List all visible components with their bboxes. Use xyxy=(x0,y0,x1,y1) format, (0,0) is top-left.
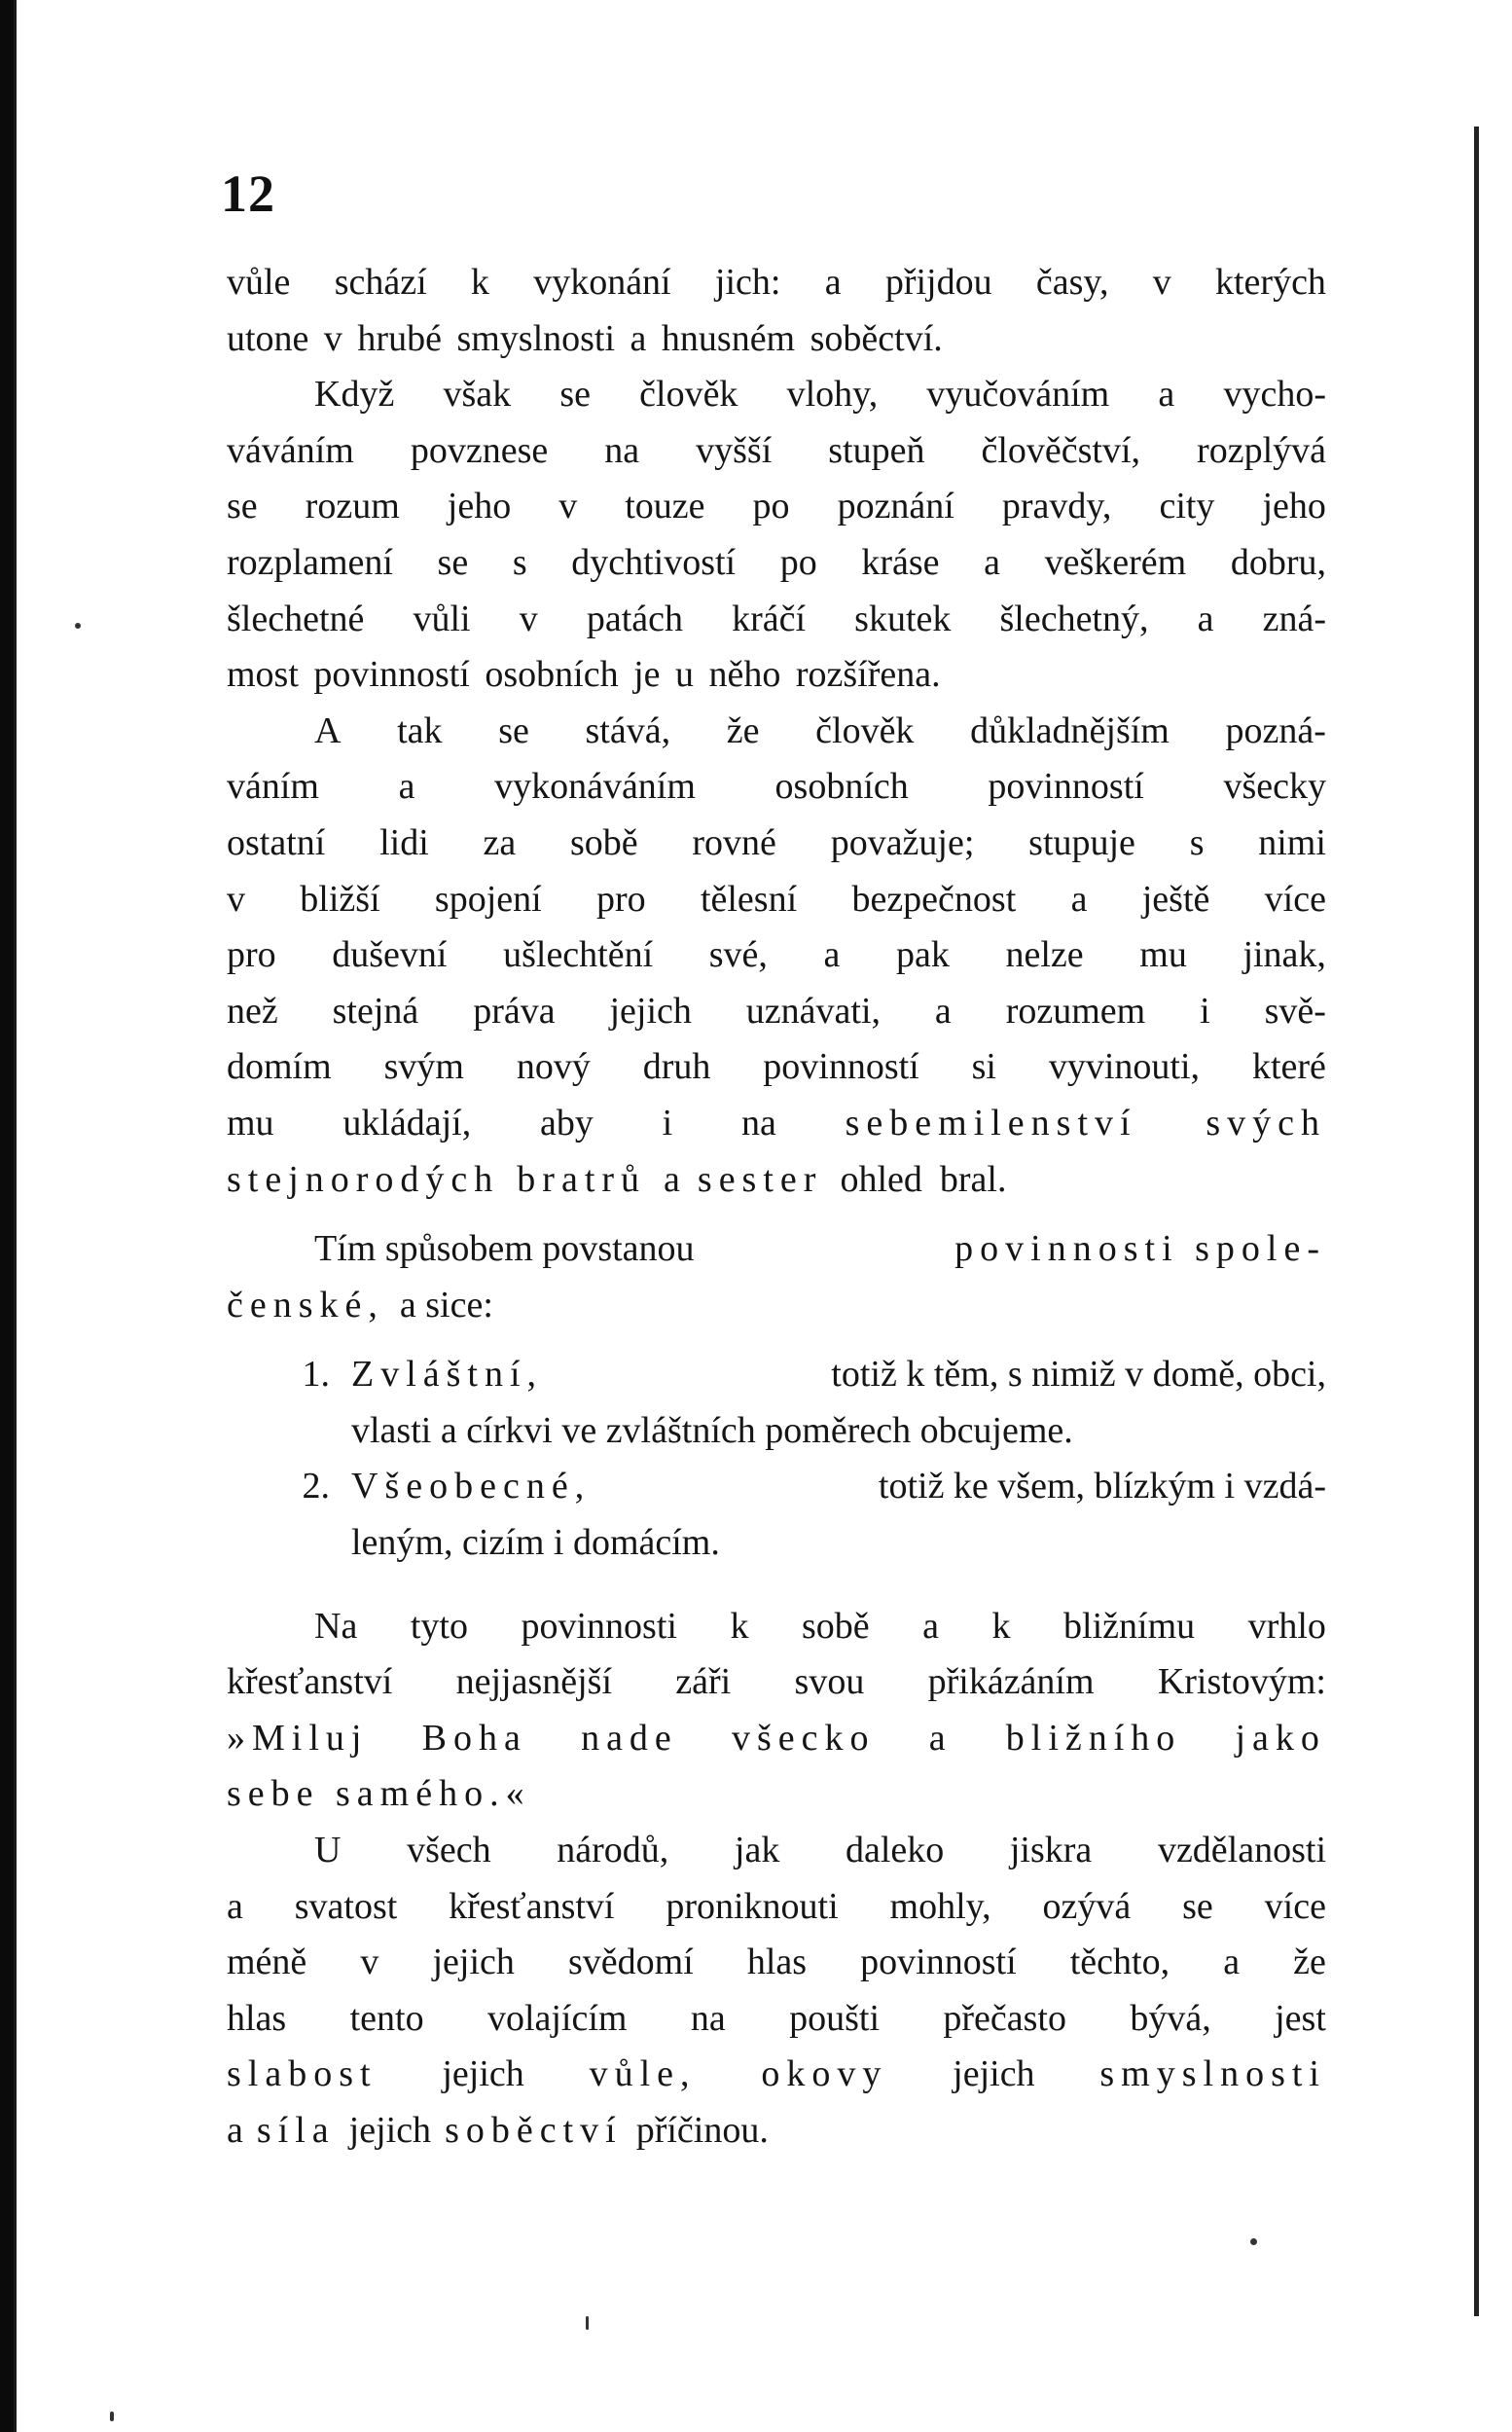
word: uznávati, xyxy=(745,990,882,1032)
text-line xyxy=(227,759,1326,816)
word: těchto, xyxy=(1069,1942,1170,1983)
word: stupuje xyxy=(1028,821,1135,863)
word: se xyxy=(498,709,529,751)
word: a xyxy=(922,1605,940,1647)
word: člověk xyxy=(815,709,915,751)
word: vycho- xyxy=(1223,374,1326,416)
word: se xyxy=(437,541,469,583)
word: v xyxy=(360,1942,379,1983)
word: však xyxy=(443,374,512,416)
list-number: 1. xyxy=(302,1354,330,1396)
word: kterých xyxy=(1214,262,1326,303)
text-fragment-spaced: vůle, xyxy=(589,2053,697,2095)
word: šlechetné xyxy=(227,598,365,639)
text-fragment: hlas xyxy=(227,1997,287,2039)
word: stejnorodých xyxy=(227,1158,500,1200)
word: schází xyxy=(334,262,427,303)
word: a xyxy=(823,934,841,976)
text-line xyxy=(227,1221,1326,1278)
word: lidi xyxy=(379,821,429,863)
binding-line xyxy=(1474,127,1479,2316)
word: práva xyxy=(473,990,556,1032)
word: více xyxy=(1264,878,1326,920)
word: pro xyxy=(596,878,646,920)
word: a xyxy=(1070,878,1088,920)
text-line xyxy=(227,927,1326,984)
word: a xyxy=(928,1717,953,1759)
word: váním xyxy=(227,766,319,808)
word: jich: xyxy=(714,262,781,303)
word: vykonáváním xyxy=(494,766,696,808)
word: ohled xyxy=(840,1158,922,1200)
word: a xyxy=(398,766,415,808)
text-fragment-spaced: smyslnosti xyxy=(1099,2053,1326,2095)
text-line xyxy=(227,816,1326,872)
text-fragment: příčinou. xyxy=(635,2110,769,2151)
paragraph-4 xyxy=(227,1823,1326,2160)
paragraph-1 xyxy=(227,255,1326,1208)
text-line xyxy=(227,704,1326,760)
speck xyxy=(1250,2238,1257,2245)
list-continuation xyxy=(227,1403,1326,1460)
word: na xyxy=(740,1102,776,1143)
word: jeho xyxy=(447,486,512,527)
word: domím xyxy=(227,1046,332,1088)
word: a xyxy=(1223,1942,1241,1983)
word: svatost xyxy=(294,1885,398,1927)
word: důkladnějším xyxy=(970,709,1170,751)
text-line xyxy=(227,311,1326,368)
speck xyxy=(75,623,81,629)
word: vzdělanosti xyxy=(1157,1830,1326,1871)
word: poušti xyxy=(789,1997,881,2039)
word: A xyxy=(314,709,342,751)
word: veškerém xyxy=(1044,541,1187,583)
word: sobě xyxy=(801,1605,870,1647)
text-line xyxy=(227,984,1326,1040)
word: nelze xyxy=(1005,934,1084,976)
text-fragment: jejich xyxy=(953,2053,1035,2095)
word: i xyxy=(1200,990,1210,1032)
word: se xyxy=(1182,1885,1213,1927)
word: jejich xyxy=(432,1942,515,1983)
speck xyxy=(110,2412,114,2421)
text-fragment: a sice: xyxy=(399,1284,493,1325)
word: považuje; xyxy=(830,821,975,863)
list-item xyxy=(227,1459,1326,1515)
word: ostatní xyxy=(227,821,326,863)
text-fragment: jejich xyxy=(442,2053,524,2095)
book-page xyxy=(14,0,1468,2432)
word: přečasto xyxy=(943,1997,1066,2039)
word: tak xyxy=(397,709,443,751)
list-item-text xyxy=(351,1347,1326,1403)
word: vyvinouti, xyxy=(1048,1046,1201,1088)
word: člověčství, xyxy=(981,429,1141,471)
word: tyto xyxy=(410,1605,468,1647)
text-fragment-spaced: síla xyxy=(256,2110,336,2151)
list-item-text xyxy=(351,1459,1326,1515)
word: na xyxy=(690,1997,726,2039)
word: na xyxy=(604,429,640,471)
word: k xyxy=(470,262,489,303)
text-fragment: méně xyxy=(227,1942,307,1983)
paragraph-3 xyxy=(227,1599,1326,1823)
word: Boha xyxy=(421,1717,527,1759)
word: nimi xyxy=(1258,821,1326,863)
word: sester xyxy=(697,1158,823,1200)
word: touze xyxy=(625,486,705,527)
word: svou xyxy=(794,1661,865,1703)
text-line xyxy=(227,535,1326,592)
word: pro xyxy=(227,934,276,976)
word: za xyxy=(483,821,517,863)
word: časy, xyxy=(1035,262,1109,303)
word: a xyxy=(824,262,842,303)
word: bývá, xyxy=(1130,1997,1211,2039)
word: vlohy, xyxy=(786,374,879,416)
text-fragment-spaced: povinnosti spole- xyxy=(954,1228,1326,1270)
list-rest: totiž k těm, s nimiž v domě, obci, xyxy=(831,1354,1326,1396)
word: záři xyxy=(675,1661,732,1703)
word: své, xyxy=(708,934,768,976)
text-line xyxy=(227,872,1326,928)
word: vůle xyxy=(227,262,291,303)
word: jiskra xyxy=(1009,1830,1093,1871)
speck xyxy=(586,2316,589,2330)
list-lead: Všeobecné, xyxy=(351,1466,592,1507)
word: nový xyxy=(516,1046,591,1088)
text-fragment-spaced: okovy xyxy=(761,2053,888,2095)
text-line xyxy=(227,1152,1326,1209)
word: národů, xyxy=(557,1830,669,1871)
word: křesťanství xyxy=(449,1885,615,1927)
word: vykonání xyxy=(533,262,671,303)
word: bližnímu xyxy=(1063,1605,1196,1647)
word: rovné xyxy=(692,821,776,863)
word: povinností xyxy=(988,766,1144,808)
text-line xyxy=(227,367,1326,423)
word: mu xyxy=(227,1102,274,1143)
word: nejjasnější xyxy=(455,1661,613,1703)
text-line xyxy=(227,255,1326,311)
text-line xyxy=(227,1879,1326,1936)
text-line xyxy=(227,1766,1326,1823)
word: více xyxy=(1264,1885,1326,1927)
word: svých xyxy=(1206,1102,1326,1143)
text-line xyxy=(227,1823,1326,1879)
word: a xyxy=(1158,374,1175,416)
text-line xyxy=(227,647,1326,704)
list-continuation xyxy=(227,1515,1326,1572)
word: přijdou xyxy=(884,262,992,303)
text-line xyxy=(227,1654,1326,1711)
word: skutek xyxy=(854,598,952,639)
word: jak xyxy=(734,1830,780,1871)
body-text xyxy=(227,255,1326,2160)
word: kráčí xyxy=(732,598,807,639)
word: rozplamení xyxy=(227,541,393,583)
word: se xyxy=(559,374,591,416)
word: mohly, xyxy=(889,1885,991,1927)
word: spojení xyxy=(434,878,542,920)
word: kráse xyxy=(861,541,940,583)
word: se xyxy=(227,486,258,527)
word: bližního xyxy=(1005,1717,1182,1759)
word: šlechetný, xyxy=(999,598,1149,639)
word: které xyxy=(1251,1046,1326,1088)
word: aby xyxy=(540,1102,594,1143)
word: bratrů xyxy=(517,1158,647,1200)
word: k xyxy=(991,1605,1011,1647)
word: v xyxy=(1152,262,1171,303)
word: povznese xyxy=(410,429,549,471)
line-text: utone v hrubé smyslnosti a hnusném soběctví. xyxy=(227,317,943,359)
list-cont-text: leným, cizím i domácím. xyxy=(351,1522,720,1564)
word: proniknouti xyxy=(666,1885,839,1927)
word: pozná- xyxy=(1225,709,1326,751)
text-fragment-spaced: čenské, xyxy=(227,1284,384,1325)
word: druh xyxy=(642,1046,711,1088)
word: k xyxy=(730,1605,749,1647)
page-number: 12 xyxy=(221,164,275,223)
word: jest xyxy=(1275,1997,1326,2039)
word: patách xyxy=(586,598,683,639)
word: než xyxy=(227,990,278,1032)
word: rozumem xyxy=(1005,990,1146,1032)
word: tento xyxy=(349,1997,424,2039)
word: dychtivostí xyxy=(571,541,737,583)
word: všecko xyxy=(731,1717,876,1759)
word: volajícím xyxy=(486,1997,628,2039)
word: i xyxy=(662,1102,673,1143)
text-line xyxy=(227,2047,1326,2103)
word: Kristovým: xyxy=(1157,1661,1326,1703)
word: tělesní xyxy=(700,878,798,920)
word: jako xyxy=(1235,1717,1326,1759)
word: pak xyxy=(896,934,950,976)
word: poznání xyxy=(837,486,954,527)
word: po xyxy=(779,541,817,583)
word: duševní xyxy=(332,934,448,976)
word: dobru, xyxy=(1230,541,1326,583)
word: všech xyxy=(407,1830,491,1871)
word: jejich xyxy=(609,990,692,1032)
text-line xyxy=(227,1935,1326,1991)
text-line xyxy=(227,1278,1326,1334)
word: svědomí xyxy=(567,1942,694,1983)
text-fragment-spaced: slabost xyxy=(227,2053,378,2095)
word: a xyxy=(984,541,1000,583)
word: nade xyxy=(581,1717,678,1759)
word: zná- xyxy=(1262,598,1326,639)
word: stává, xyxy=(585,709,671,751)
word: v xyxy=(558,486,578,527)
word: v xyxy=(519,598,538,639)
binding-edge xyxy=(1465,0,1512,2432)
enumerated-list xyxy=(227,1347,1326,1571)
word: a xyxy=(1197,598,1214,639)
text-line xyxy=(227,1711,1326,1767)
list-rest: totiž ke všem, blízkým i vzdá- xyxy=(878,1466,1326,1507)
word: sobě xyxy=(570,821,638,863)
word: ještě xyxy=(1141,878,1210,920)
word: povinností xyxy=(763,1046,919,1088)
word: mu xyxy=(1139,934,1187,976)
word: ukládají, xyxy=(342,1102,472,1143)
word: pravdy, xyxy=(1001,486,1112,527)
text-line xyxy=(227,423,1326,480)
text-line xyxy=(227,2103,1326,2160)
word: s xyxy=(512,541,527,583)
word: povinnosti xyxy=(521,1605,677,1647)
text-fragment-spaced: soběctví xyxy=(445,2110,623,2151)
word: osobních xyxy=(774,766,909,808)
word: bližší xyxy=(300,878,380,920)
word: daleko xyxy=(845,1830,945,1871)
word: vyučováním xyxy=(926,374,1110,416)
text-fragment: U xyxy=(314,1830,342,1871)
list-cont-text: vlasti a církvi ve zvláštních poměrech obcujeme. xyxy=(351,1409,1073,1451)
word: Když xyxy=(314,374,395,416)
word: svým xyxy=(383,1046,464,1088)
word: stupeň xyxy=(828,429,925,471)
word: váváním xyxy=(227,429,354,471)
text-fragment: křesťanství xyxy=(227,1661,393,1703)
word: city xyxy=(1159,486,1215,527)
word: rozplývá xyxy=(1197,429,1326,471)
paragraph-2 xyxy=(227,1221,1326,1333)
word: a xyxy=(664,1158,680,1200)
word: člověk xyxy=(639,374,738,416)
word: že xyxy=(726,709,760,751)
text-fragment: jejich xyxy=(348,2110,432,2151)
text-line xyxy=(227,1096,1326,1152)
word: po xyxy=(752,486,790,527)
word: že xyxy=(1293,1942,1326,1983)
word: svě- xyxy=(1264,990,1326,1032)
list-item xyxy=(227,1347,1326,1403)
text-fragment: Tím spůsobem povstanou xyxy=(314,1228,695,1270)
line-text: most povinností osobních je u něho rozšířena. xyxy=(227,654,941,696)
word: jeho xyxy=(1262,486,1326,527)
text-fragment: Na xyxy=(314,1605,358,1647)
list-lead: Zvláštní, xyxy=(351,1354,544,1396)
text-line xyxy=(227,592,1326,648)
word: vrhlo xyxy=(1247,1605,1326,1647)
text-fragment-spaced: sebe samého.« xyxy=(227,1773,531,1815)
word: hlas xyxy=(746,1942,808,1983)
word: ozývá xyxy=(1042,1885,1132,1927)
word: sebemilenství xyxy=(845,1102,1137,1143)
word: jinak, xyxy=(1242,934,1326,976)
text-line xyxy=(227,1599,1326,1655)
word: si xyxy=(971,1046,996,1088)
word: ušlechtění xyxy=(503,934,654,976)
text-fragment-spaced: »Miluj xyxy=(227,1717,369,1759)
word: vůli xyxy=(413,598,471,639)
text-fragment: a xyxy=(227,1885,243,1927)
word: přikázáním xyxy=(927,1661,1095,1703)
word: rozum xyxy=(305,486,400,527)
word: stejná xyxy=(332,990,419,1032)
word: všecky xyxy=(1223,766,1326,808)
list-number: 2. xyxy=(302,1466,330,1507)
word: vyšší xyxy=(696,429,773,471)
word: a xyxy=(934,990,952,1032)
word: s xyxy=(1189,821,1205,863)
word: v xyxy=(227,878,245,920)
text-fragment: a xyxy=(227,2110,243,2151)
text-line xyxy=(227,1039,1326,1096)
text-line xyxy=(227,479,1326,535)
word: bral. xyxy=(939,1158,1007,1200)
word: povinností xyxy=(860,1942,1017,1983)
text-line xyxy=(227,1991,1326,2048)
word: bezpečnost xyxy=(851,878,1017,920)
